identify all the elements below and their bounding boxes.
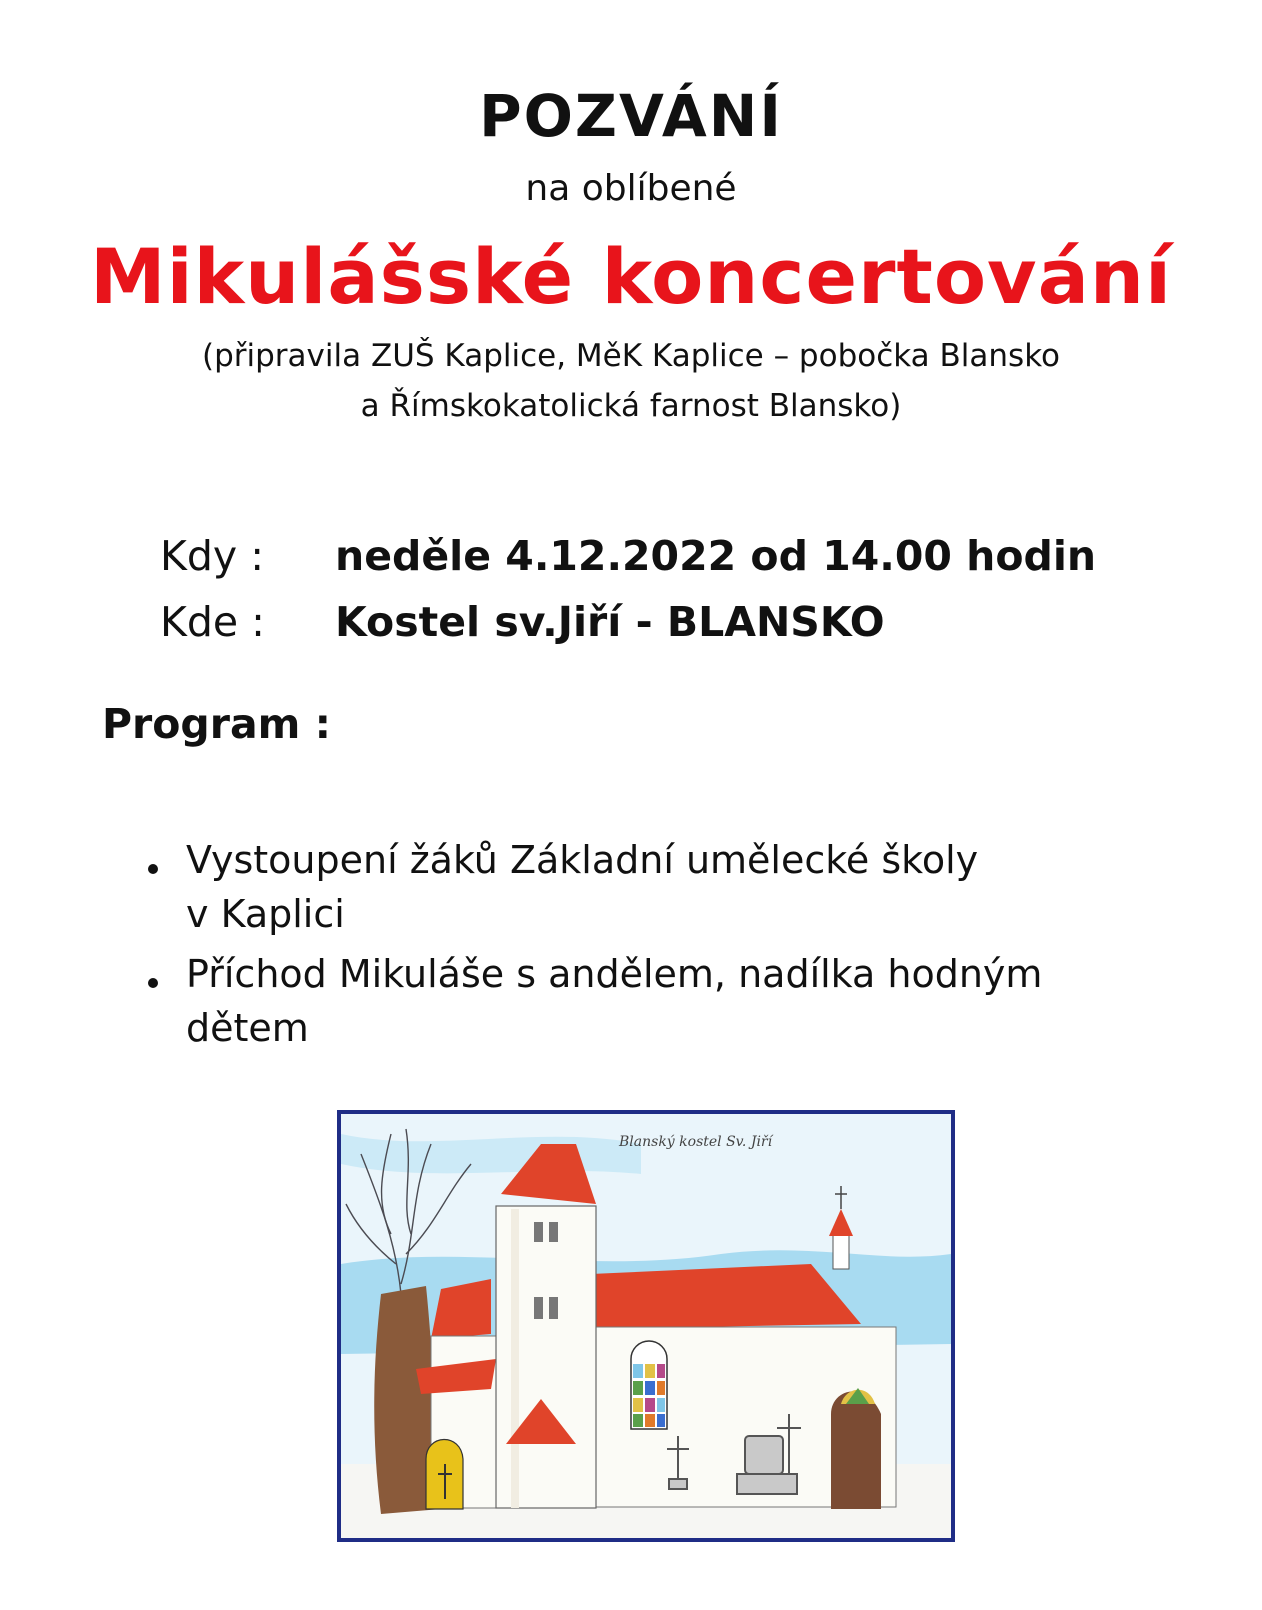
painting-caption: Blanský kostel Sv. Jiří — [619, 1134, 773, 1150]
where-label: Kde : — [160, 598, 265, 646]
organizers-line-2: a Římskokatolická farnost Blansko) — [360, 388, 902, 424]
event-name: Mikulášské koncertování — [89, 232, 1173, 321]
side-door — [831, 1391, 881, 1509]
church-illustration — [341, 1114, 951, 1538]
organizers-line-1: (připravila ZUŠ Kaplice, MěK Kaplice – pobočka Blansko — [201, 338, 1061, 374]
program-item-1-line-2: v Kaplici — [186, 892, 345, 936]
when-label: Kdy : — [160, 532, 265, 580]
when-value: neděle 4.12.2022 od 14.00 hodin — [335, 532, 1097, 580]
poster-title: POZVÁNÍ — [479, 82, 783, 150]
program-item-2-line-1: Příchod Mikuláše s andělem, nadílka hodným — [186, 952, 1043, 996]
program-item-1-line-1: Vystoupení žáků Základní umělecké školy — [186, 838, 979, 882]
stained-glass-window-icon — [631, 1341, 667, 1429]
poster-subtitle: na oblíbené — [525, 168, 737, 209]
program-heading: Program : — [102, 700, 332, 748]
church-painting — [337, 1110, 955, 1542]
where-value: Kostel sv.Jiří - BLANSKO — [335, 598, 885, 646]
bullet-icon — [148, 978, 158, 988]
bullet-icon — [148, 864, 158, 874]
program-item-2-line-2: dětem — [186, 1006, 309, 1050]
